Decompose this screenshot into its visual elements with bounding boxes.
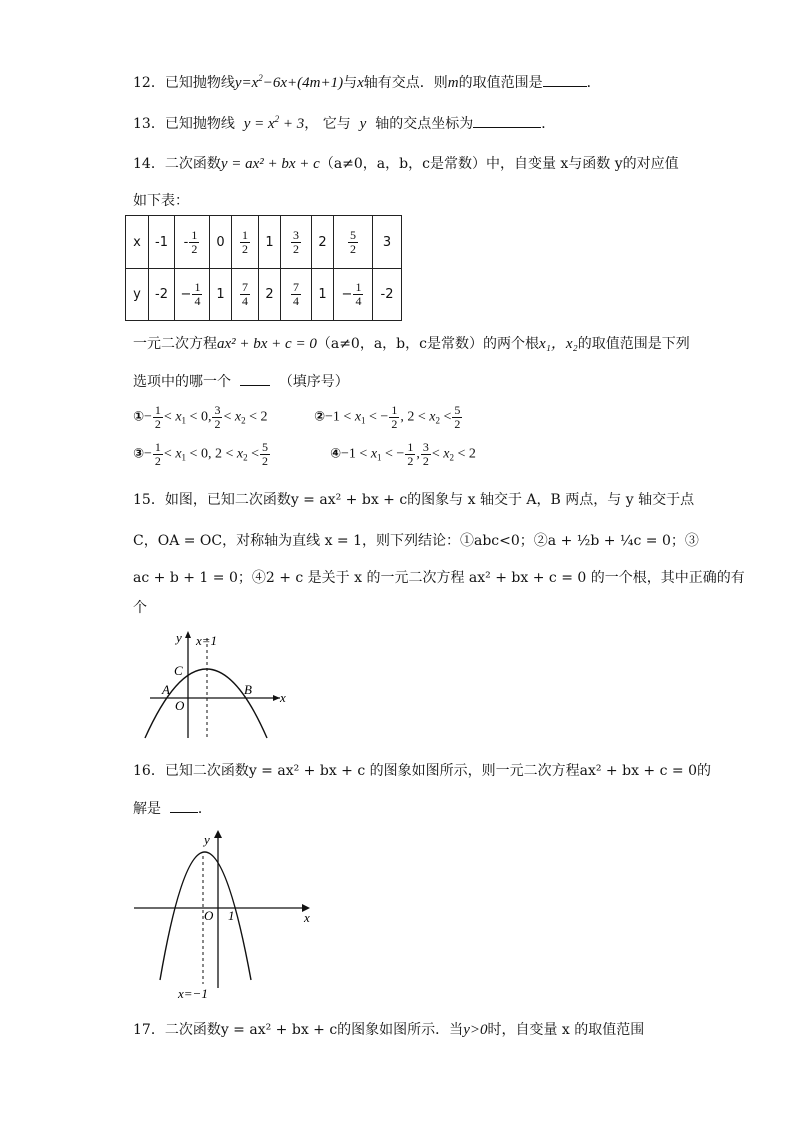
graph-label: A — [162, 682, 170, 697]
option-2: ②−1 < $x_1$ < − $\frac{1}{2}$ , $2 < x_2$ < $\frac{5}{2}$ — [314, 403, 461, 431]
table-cell: $\frac{7}{4}$ — [281, 269, 312, 321]
q17-number: 17． — [133, 1022, 165, 1038]
table-cell: 3 — [373, 216, 402, 269]
table-cell: 1 — [259, 216, 281, 269]
table-cell: -2 — [149, 269, 175, 321]
table-cell: $\frac{7}{4}$ — [232, 269, 259, 321]
table-cell: 2 — [312, 216, 334, 269]
q12-answer-blank[interactable] — [543, 72, 587, 87]
q15-line-1: 15．如图，已知二次函数y = ax² + bx + c的图象与 x 轴交于 A，B 两点，与 y 轴交于点 — [133, 492, 695, 508]
q16-parabola-graph — [130, 826, 320, 1004]
table-cell: - $\frac{1}{2}$ — [175, 216, 210, 269]
table-cell: − $\frac{1}{4}$ — [175, 269, 210, 321]
table-cell: 1 — [210, 269, 232, 321]
q15-line-2: C，OA = OC，对称轴为直线 x = 1，则下列结论：①abc<0；②a + ½b + ¼c = 0；③ — [133, 533, 699, 549]
q12-number: 12． — [133, 75, 165, 91]
option-1: ①− $\frac{1}{2}$ < $x_1 < 0$, $\frac{3}{2}$ < $x_2 < 2$ — [133, 403, 268, 431]
graph-label: 1 — [228, 908, 235, 923]
table-row — [126, 269, 402, 321]
q14-line-2: 如下表： — [133, 193, 189, 209]
q14-number: 14． — [133, 156, 165, 172]
table-cell: 1 — [312, 269, 334, 321]
q16-line-2: 解是 ． — [133, 798, 212, 819]
q15-parabola-graph — [140, 628, 300, 743]
table-cell: 0 — [210, 216, 232, 269]
graph-label: y — [204, 832, 210, 847]
table-cell: -1 — [149, 216, 175, 269]
q14-line-4: 选项中的哪一个 （填序号） — [133, 371, 349, 392]
graph-label: O — [204, 908, 214, 923]
q14-line-1: 14．二次函数y = ax² + bx + c（a≠0，a，b，c是常数）中，自变量 x与函数 y的对应值 — [133, 156, 679, 172]
graph-label: x=1 — [196, 633, 218, 648]
q15-number: 15． — [133, 492, 165, 508]
graph-label: y — [176, 630, 182, 645]
q15-line-4: 个 — [133, 600, 147, 616]
q14-answer-blank[interactable] — [240, 371, 270, 386]
table-cell: $\frac{5}{2}$ — [334, 216, 373, 269]
graph-label: O — [175, 698, 185, 713]
graph-label: x — [280, 690, 286, 705]
option-4: ④−1 < $x_1$ < − $\frac{1}{2}$ , $\frac{3}{2}$ < $x_2 < 2$ — [330, 440, 476, 468]
q16-line-1: 16．已知二次函数y = ax² + bx + c 的图象如图所示，则一元二次方程ax² + bx + c = 0的 — [133, 763, 711, 779]
table-cell: x — [126, 216, 149, 269]
q13-line: 13．已知抛物线 $y = x^2 + 3$， 它与 y 轴的交点坐标为 ． — [133, 114, 556, 132]
graph-label: x=−1 — [178, 986, 208, 1001]
q15-line-3: ac + b + 1 = 0；④2 + c 是关于 x 的一元二次方程 ax² + bx + c = 0 的一个根，其中正确的有 — [133, 570, 745, 586]
graph-label: B — [244, 682, 252, 697]
value-table — [125, 215, 402, 321]
graph-label: x — [304, 910, 310, 925]
q13-answer-blank[interactable] — [473, 113, 541, 128]
q12-line: 12．已知抛物线$y=x^2-6x+(4m+1)$与x轴有交点．则m的取值范围是 ． — [133, 73, 601, 91]
q17-line-1: 17．二次函数y = ax² + bx + c的图象如图所示．当y>0时，自变量 x 的取值范围 — [133, 1022, 645, 1038]
q14-line-3: 一元二次方程ax² + bx + c = 0（a≠0，a，b，c是常数）的两个根x₁，x₂的取值范围是下列 — [133, 336, 690, 352]
table-row — [126, 216, 402, 269]
table-cell: $\frac{3}{2}$ — [281, 216, 312, 269]
table-cell: 2 — [259, 269, 281, 321]
table-cell: -2 — [373, 269, 402, 321]
q13-number: 13． — [133, 116, 165, 132]
option-3: ③− $\frac{1}{2}$ < $x_1 < 0$, $2 < x_2$ < $\frac{5}{2}$ — [133, 440, 268, 468]
q16-answer-blank[interactable] — [170, 798, 198, 813]
table-cell: − $\frac{1}{4}$ — [334, 269, 373, 321]
q16-number: 16． — [133, 763, 165, 779]
table-cell: $\frac{1}{2}$ — [232, 216, 259, 269]
table-cell: y — [126, 269, 149, 321]
graph-label: C — [174, 663, 183, 678]
